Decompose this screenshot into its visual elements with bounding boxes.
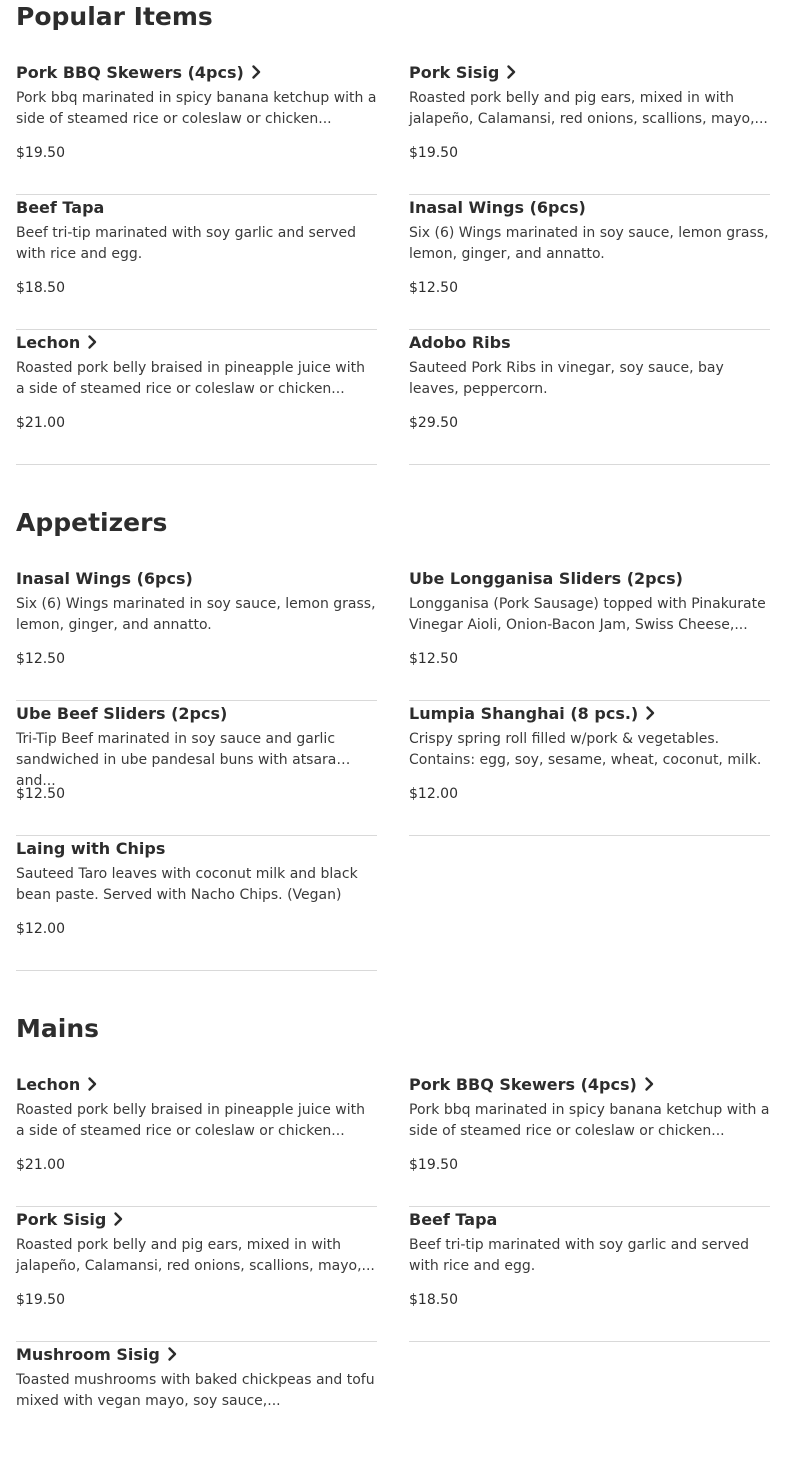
item-description: Longganisa (Pork Sausage) topped with Pinakurate Vinegar Aioli, Onion-Bacon Jam, Swiss Cheese,... [409,596,766,633]
item-name-text: Pork BBQ Skewers (4pcs) [409,1074,637,1094]
chevron-right-icon [507,65,517,79]
section-title: Appetizers [16,508,168,537]
chevron-right-icon [88,335,98,349]
chevron-right-icon [168,1347,178,1361]
item-description: Six (6) Wings marinated in soy sauce, lemon grass, lemon, ginger, and annatto. [409,225,769,262]
item-name[interactable] [16,837,165,859]
menu-item-pork-sisig[interactable] [16,1208,377,1342]
menu-item-pork-bbq-skewers-4pcs[interactable] [16,61,377,195]
menu-item-adobo-ribs[interactable] [409,331,770,465]
item-name[interactable] [16,331,98,353]
item-description: Sauteed Taro leaves with coconut milk and black bean paste. Served with Nacho Chips. (Vegan) [16,866,358,903]
menu-item-beef-tapa[interactable] [16,196,377,330]
item-name[interactable] [16,702,227,724]
item-price: $21.00 [16,415,65,431]
item-name-text: Pork BBQ Skewers (4pcs) [16,62,244,82]
item-name[interactable] [16,1208,124,1230]
chevron-right-icon [114,1212,124,1226]
item-price: $12.50 [409,651,458,667]
item-name-text: Pork Sisig [409,62,500,82]
item-name[interactable] [16,1073,98,1095]
item-name-text: Mushroom Sisig [16,1344,160,1364]
item-name-text: Adobo Ribs [409,332,511,352]
item-price: $18.50 [409,1292,458,1308]
menu-item-inasal-wings-6pcs[interactable] [16,567,377,701]
item-description: Roasted pork belly and pig ears, mixed in with jalapeño, Calamansi, red onions, scallions, mayo,... [409,90,768,127]
item-description: Pork bbq marinated in spicy banana ketchup with a side of steamed rice or coleslaw or chicken... [409,1102,770,1139]
item-name[interactable] [409,702,656,724]
item-name[interactable] [16,196,104,218]
item-description: Roasted pork belly braised in pineapple juice with a side of steamed rice or coleslaw or chicken... [16,360,366,397]
item-price: $21.00 [16,1157,65,1173]
chevron-right-icon [88,1077,98,1091]
item-price: $19.50 [16,1292,65,1308]
item-name[interactable] [409,196,586,218]
menu-item-ube-longganisa-sliders-2pcs[interactable] [409,567,770,701]
item-description: Pork bbq marinated in spicy banana ketchup with a side of steamed rice or coleslaw or chicken... [16,90,377,127]
item-description: Beef tri-tip marinated with soy garlic and served with rice and egg. [16,225,356,262]
section-title: Mains [16,1014,99,1043]
section-title: Popular Items [16,2,213,31]
item-price: $12.00 [16,921,65,937]
item-name-text: Ube Longganisa Sliders (2pcs) [409,568,683,588]
menu-item-pork-sisig[interactable] [409,61,770,195]
menu-item-mushroom-sisig[interactable] [16,1343,377,1477]
item-description: Tri-Tip Beef marinated in soy sauce and garlic sandwiched in ube pandesal buns with atsara and... [16,731,337,789]
item-price: $19.50 [409,145,458,161]
item-name[interactable] [409,1208,497,1230]
menu-item-lechon[interactable] [16,1073,377,1207]
item-price: $12.50 [409,280,458,296]
menu-item-inasal-wings-6pcs[interactable] [409,196,770,330]
item-price: $18.50 [16,280,65,296]
menu-item-beef-tapa[interactable] [409,1208,770,1342]
item-name[interactable] [16,1343,178,1365]
item-price: $19.50 [409,1157,458,1173]
menu-item-laing-with-chips[interactable] [16,837,377,971]
item-name-text: Inasal Wings (6pcs) [409,197,586,217]
item-name-text: Ube Beef Sliders (2pcs) [16,703,228,723]
item-name[interactable] [409,61,517,83]
menu-item-pork-bbq-skewers-4pcs[interactable] [409,1073,770,1207]
item-name-text: Lechon [16,1074,81,1094]
item-name-text: Inasal Wings (6pcs) [16,568,193,588]
item-name[interactable] [409,567,683,589]
item-description: Beef tri-tip marinated with soy garlic and served with rice and egg. [409,1237,749,1274]
item-name-text: Beef Tapa [16,197,105,217]
item-name[interactable] [16,61,262,83]
item-name[interactable] [409,331,511,353]
chevron-right-icon [645,1077,655,1091]
menu-item-ube-beef-sliders-2pcs[interactable] [16,702,377,836]
item-description: Roasted pork belly and pig ears, mixed in with jalapeño, Calamansi, red onions, scallions, mayo,... [16,1237,375,1274]
item-name-text: Pork Sisig [16,1209,107,1229]
item-price: $19.50 [16,145,65,161]
chevron-right-icon [646,706,656,720]
chevron-right-icon [252,65,262,79]
item-description: Roasted pork belly braised in pineapple juice with a side of steamed rice or coleslaw or chicken... [16,1102,366,1139]
item-price: $12.00 [409,786,458,802]
item-price: $12.50 [16,651,65,667]
item-price: $29.50 [409,415,458,431]
item-description: Six (6) Wings marinated in soy sauce, lemon grass, lemon, ginger, and annatto. [16,596,376,633]
item-description: Sauteed Pork Ribs in vinegar, soy sauce, bay leaves, peppercorn. [409,360,724,397]
item-name-text: Laing with Chips [16,838,166,858]
item-name-text: Lechon [16,332,81,352]
menu-item-lechon[interactable] [16,331,377,465]
item-description: Toasted mushrooms with baked chickpeas and tofu mixed with vegan mayo, soy sauce,... [16,1372,375,1409]
menu-item-lumpia-shanghai-8-pcs[interactable] [409,702,770,836]
item-name[interactable] [16,567,193,589]
item-name[interactable] [409,1073,655,1095]
item-name-text: Lumpia Shanghai (8 pcs.) [409,703,639,723]
item-description: Crispy spring roll filled w/pork & vegetables. Contains: egg, soy, sesame, wheat, coconut, milk. [409,731,762,768]
item-price: $12.50 [16,786,65,802]
item-name-text: Beef Tapa [409,1209,498,1229]
